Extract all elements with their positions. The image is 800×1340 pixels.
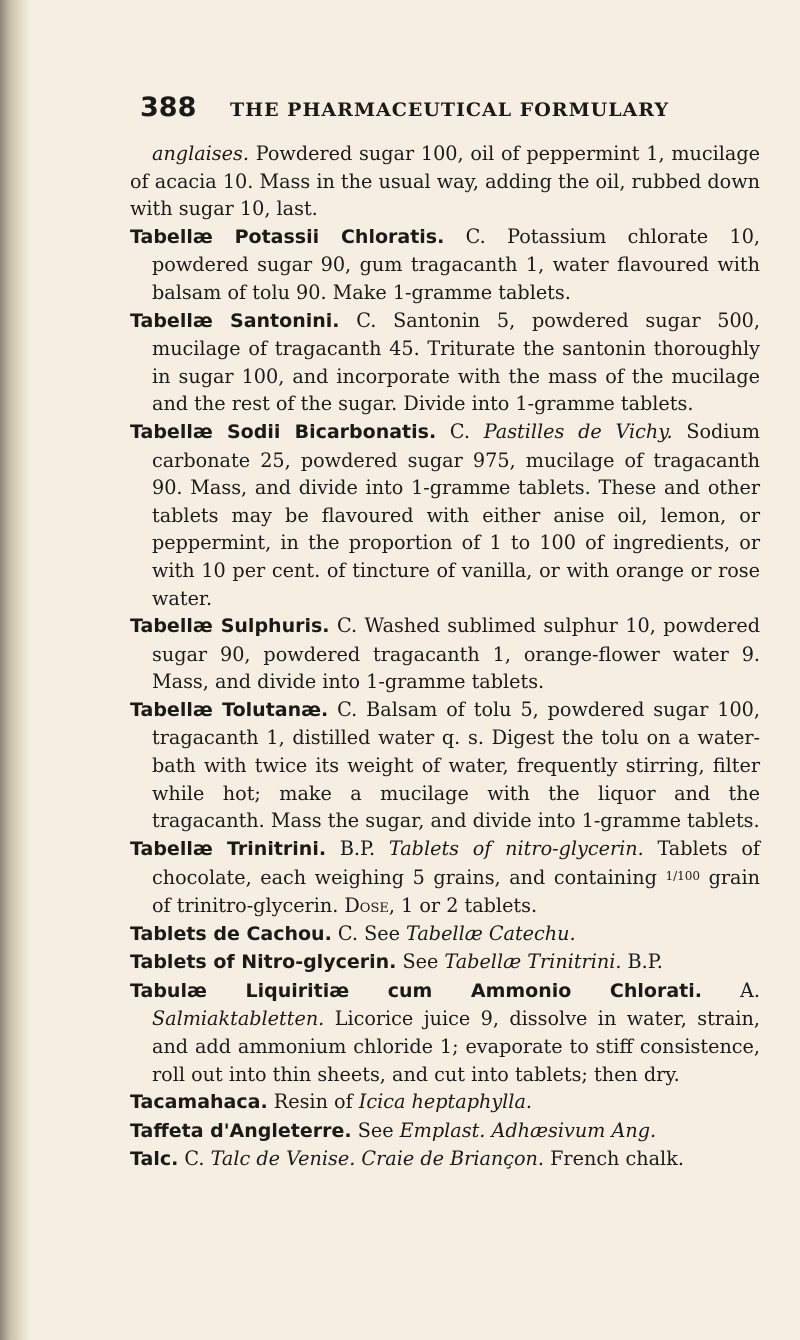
small-caps-text: Dose [344,894,389,918]
italic-text: Tabellæ Catechu. [406,921,576,945]
entry-text: grain of trinitro-glycerin. [152,866,760,918]
entry-text: Resin of [267,1090,359,1114]
book-spine-shadow [0,0,30,1340]
italic-text: anglaises. [152,142,249,165]
fraction: 1/100 [665,869,701,884]
formulary-entry [130,1145,760,1174]
entry-text: C. See [331,921,407,945]
formulary-entry [130,223,760,307]
entry-heading: Tabellæ Trinitrini. [130,837,327,860]
entry-heading: Tacamahaca. [130,1091,268,1114]
page-header [140,92,740,123]
entry-text: A. [701,978,760,1002]
formulary-entry [130,1117,760,1146]
italic-text: Talc de Venise. Craie de Brianҫon. [210,1147,545,1171]
italic-text: Tablets of nitro-glycerin. [388,836,644,860]
italic-text: Tabellæ Trinitrini. [444,950,622,974]
italic-text: Pastilles de Vichy. [483,419,673,443]
entry-heading: Tabellæ Sodii Bicarbonatis. [130,420,437,443]
entry-text: Licorice juice 9, dissolve in water, strain, and add ammonium chloride 1; evaporate to stiff consistence, roll out into thin sheets, and cut into tablets; then dry. [152,1007,760,1086]
page-number: 388 [140,92,197,123]
italic-text: Emplast. Adhæsivum Ang. [399,1118,657,1142]
entry-heading: Tabellæ Potassii Chloratis. [130,225,445,248]
entry-text: C. Washed sublimed sulphur 10, powdered sugar 90, powdered tragacanth 1, orange-flower water 9. Mass, and divide into 1-gramme tablets. [152,614,760,694]
formulary-text [130,140,760,1174]
entry-heading: Tablets of Nitro-glycerin. [130,951,397,974]
formulary-entry [130,418,760,612]
italic-text: Icica heptaphylla. [358,1090,532,1114]
entry-text: C. [436,419,484,443]
formulary-entry [130,696,760,835]
entry-text: Tablets of chocolate, each weighing 5 grains, and containing [152,836,760,890]
entry-text: C. Santonin 5, powdered sugar 500, mucilage of tragacanth 45. Triturate the santonin thoroughly in sugar 100, and incorporate with the mass of the mucilage and the rest of the sugar. Divide into 1-gramme tablets. [152,308,760,416]
formulary-entry [130,1088,760,1117]
entry-text: See [396,950,445,974]
entry-text: C. Balsam of tolu 5, powdered sugar 100, tragacanth 1, distilled water q. s. Digest the tolu on a water-bath with twice its weight of water, frequently stirring, filter while hot; make a mucilage with the liquor and the tragacanth. Mass the sugar, and divide into 1-gramme tablets. [152,697,760,833]
entry-text: Sodium carbonate 25, powdered sugar 975, mucilage of tragacanth 90. Mass, and divide into 1-gramme tablets. These and other tablets may be flavoured with either anise oil, lemon, or peppermint, in the proportion of 1 to 100 of ingredients, or with 10 per cent. of tincture of vanilla, or with orange or rose water. [152,419,760,610]
entry-text: B.P. [326,836,389,860]
formulary-entry [130,948,760,977]
entry-text: French chalk. [544,1147,684,1171]
entry-heading: Taffeta d'Angleterre. [130,1119,352,1142]
entry-text: , 1 or 2 tablets. [388,894,538,918]
entry-heading: Tabellæ Sulphuris. [130,615,330,638]
italic-text: Salmiaktabletten. [152,1007,325,1031]
entry-text: C. Potassium chlorate 10, powdered sugar 90, gum tragacanth 1, water flavoured with balsam of tolu 90. Make 1-gramme tablets. [152,224,760,304]
formulary-entry [130,140,760,223]
formulary-entry [130,307,760,418]
entry-text: C. [178,1147,211,1171]
entry-heading: Tablets de Cachou. [130,922,332,945]
entry-text: See [351,1118,400,1142]
formulary-entry [130,920,760,949]
entry-heading: Tabellæ Tolutanæ. [130,698,329,721]
entry-text: Powdered sugar 100, oil of peppermint 1, mucilage of acacia 10. Mass in the usual way, adding the oil, rubbed down with sugar 10, last. [130,142,760,221]
formulary-entry [130,977,760,1088]
running-title: THE PHARMACEUTICAL FORMULARY [230,99,670,121]
formulary-entry [130,612,760,696]
entry-heading: Tabellæ Santonini. [130,309,340,332]
entry-text: B.P. [621,950,663,974]
entry-heading: Tabulæ Liquiritiæ cum Ammonio Chlorati. [130,979,702,1002]
formulary-entry [130,835,760,920]
entry-heading: Talc. [130,1148,179,1171]
